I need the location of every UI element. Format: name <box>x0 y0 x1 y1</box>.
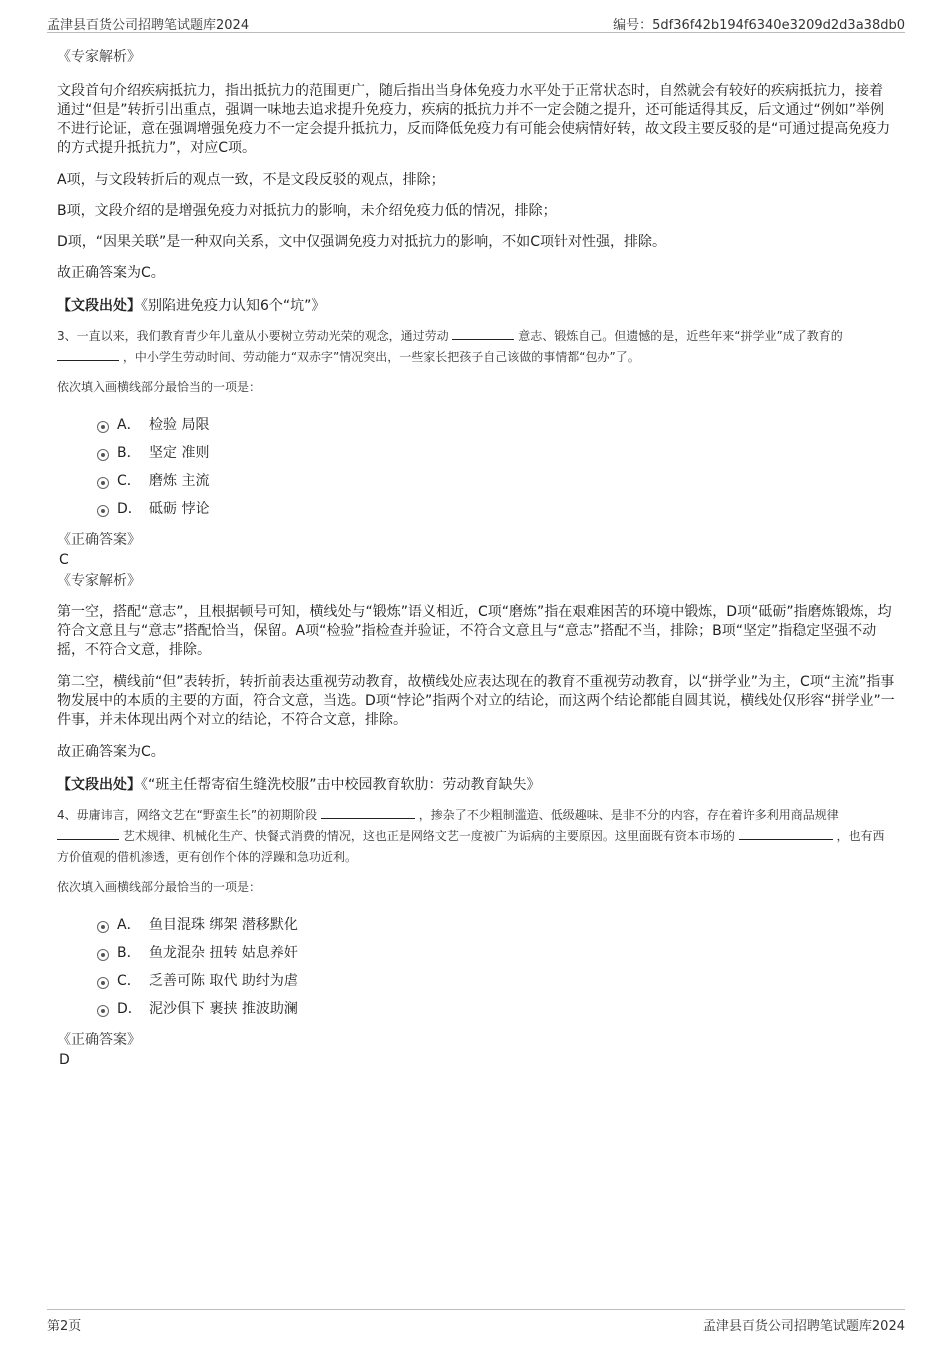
option-letter: D． <box>117 501 142 517</box>
option-letter: A． <box>117 917 141 933</box>
fill-blank <box>452 327 514 340</box>
fill-blank <box>321 806 415 819</box>
question-4-text: 4、毋庸讳言，网络文艺在“野蛮生长”的初期阶段 <box>57 808 318 822</box>
option-b[interactable] <box>57 939 895 967</box>
option-d[interactable] <box>57 995 895 1023</box>
source-label: 【文段出处】 <box>57 298 141 314</box>
question-3-text: ，中小学生劳动时间、劳动能力“双赤字”情况突出，一些家长把孩子自己该做的事情都“包办”了。 <box>122 350 640 364</box>
option-text: 检验 局限 <box>149 417 210 433</box>
header-title: 孟津县百货公司招聘笔试题库2024 <box>47 18 250 33</box>
radio-button[interactable] <box>97 449 109 461</box>
header-doc-id: 编号：5df36f42b194f6340e3209d2d3a38db0 <box>613 18 905 33</box>
radio-button[interactable] <box>97 477 109 489</box>
source-citation <box>57 776 895 795</box>
question-4-options <box>57 911 895 1023</box>
question-3-options <box>57 411 895 523</box>
analysis-conclusion: 故正确答案为C。 <box>57 265 165 281</box>
question-4-text: ，掺杂了不少粗制滥造、低级趣味、是非不分的内容，存在着许多利用商品规律 <box>418 808 839 822</box>
analysis-label: 《专家解析》 <box>57 49 141 65</box>
option-c[interactable] <box>57 467 895 495</box>
page-header <box>47 12 905 33</box>
option-letter: B． <box>117 945 141 961</box>
option-c[interactable] <box>57 967 895 995</box>
analysis-paragraph: D项，“因果关联”是一种双向关系，文中仅强调免疫力对抵抗力的影响，不如C项针对性强，排除。 <box>57 234 667 250</box>
option-text: 泥沙俱下 裹挟 推波助澜 <box>149 1001 298 1017</box>
source-citation <box>57 297 895 316</box>
option-a[interactable] <box>57 411 895 439</box>
analysis-paragraph: 第二空，横线前“但”表转折，转折前表达重视劳动教育，故横线处应表达现在的教育不重视劳动教育，以“拼学业”为主，C项“主流”指事物发展中的本质的主要的方面，符合文意，当选。D项“悖论”指两个对立的结论，而这两个结论都能自圆其说，横线处仅形容“拼学业”一件事，并未体现出两个对立的结论，不符合文意，排除。 <box>57 674 895 728</box>
analysis-paragraph: A项，与文段转折后的观点一致，不是文段反驳的观点，排除； <box>57 172 445 188</box>
option-letter: D． <box>117 1001 142 1017</box>
question-3-prompt: 依次填入画横线部分最恰当的一项是： <box>57 380 262 394</box>
option-letter: A． <box>117 417 141 433</box>
radio-button[interactable] <box>97 977 109 989</box>
answer-value: D <box>59 1052 70 1068</box>
fill-blank <box>57 348 119 361</box>
fill-blank <box>739 827 833 840</box>
source-title: 《“班主任帮寄宿生缝洗校服”击中校园教育软肋：劳动教育缺失》 <box>141 777 541 793</box>
analysis-paragraph: 第一空，搭配“意志”，且根据顿号可知，横线处与“锻炼”语义相近，C项“磨炼”指在艰难困苦的环境中锻炼，D项“砥砺”指磨炼锻炼，均符合文意且与“意志”搭配恰当，保留。A项“检验”指检查并验证，不符合文意且与“意志”搭配不当，排除；B项“坚定”指稳定坚强不动摇，不符合文意，排除。 <box>57 604 892 658</box>
radio-button[interactable] <box>97 1005 109 1017</box>
option-text: 乏善可陈 取代 助纣为虐 <box>149 973 298 989</box>
source-label: 【文段出处】 <box>57 777 141 793</box>
analysis-paragraph: 文段首句介绍疾病抵抗力，指出抵抗力的范围更广，随后指出当身体免疫力水平处于正常状态时，自然就会有较好的疾病抵抗力，接着通过“但是”转折引出重点，强调一味地去追求提升免疫力，疾病的抵抗力并不一定会随之提升，还可能适得其反，后文通过“例如”举例不进行论证，意在强调增强免疫力不一定会提升抵抗力，反而降低免疫力有可能会使病情好转，故文段主要反驳的是“可通过提高免疫力的方式提升抵抗力”，对应C项。 <box>57 83 891 156</box>
fill-blank <box>57 827 119 840</box>
option-letter: B． <box>117 445 141 461</box>
answer-label: 《正确答案》 <box>57 1032 141 1048</box>
answer-label: 《正确答案》 <box>57 532 141 548</box>
question-3-text: 3、一直以来，我们教育青少年儿童从小要树立劳动光荣的观念，通过劳动 <box>57 329 449 343</box>
analysis-conclusion: 故正确答案为C。 <box>57 744 165 760</box>
option-text: 鱼龙混杂 扭转 姑息养奸 <box>149 945 298 961</box>
radio-button[interactable] <box>97 921 109 933</box>
document-body <box>57 44 895 1070</box>
option-b[interactable] <box>57 439 895 467</box>
radio-button[interactable] <box>97 949 109 961</box>
option-text: 砥砺 悖论 <box>149 501 210 517</box>
option-text: 磨炼 主流 <box>149 473 210 489</box>
option-text: 鱼目混珠 绑架 潜移默化 <box>149 917 298 933</box>
option-a[interactable] <box>57 911 895 939</box>
question-4-stem <box>57 805 895 868</box>
page-footer <box>47 1309 905 1334</box>
analysis-paragraph: B项，文段介绍的是增强免疫力对抵抗力的影响，未介绍免疫力低的情况，排除； <box>57 203 557 219</box>
page-number: 第2页 <box>47 1319 82 1334</box>
question-4-prompt: 依次填入画横线部分最恰当的一项是： <box>57 880 262 894</box>
footer-title: 孟津县百货公司招聘笔试题库2024 <box>702 1319 905 1334</box>
question-3-text: 意志、锻炼自己。但遗憾的是，近些年来“拼学业”成了教育的 <box>518 329 843 343</box>
answer-value: C <box>59 552 69 568</box>
radio-button[interactable] <box>97 421 109 433</box>
question-4-text: 艺术规律、机械化生产、快餐式消费的情况，这也正是网络文艺一度被广为诟病的主要原因。这里面既有资本市场的 <box>122 829 735 843</box>
analysis-label: 《专家解析》 <box>57 573 141 589</box>
question-4-text: ，也有西方价值观的借机渗透，更有创作个体的浮躁和急功近利。 <box>57 829 885 864</box>
option-text: 坚定 准则 <box>149 445 210 461</box>
source-title: 《别陷进免疫力认知6个“坑”》 <box>141 298 326 314</box>
question-3-stem <box>57 326 895 368</box>
radio-button[interactable] <box>97 505 109 517</box>
option-d[interactable] <box>57 495 895 523</box>
option-letter: C． <box>117 473 141 489</box>
option-letter: C． <box>117 973 141 989</box>
